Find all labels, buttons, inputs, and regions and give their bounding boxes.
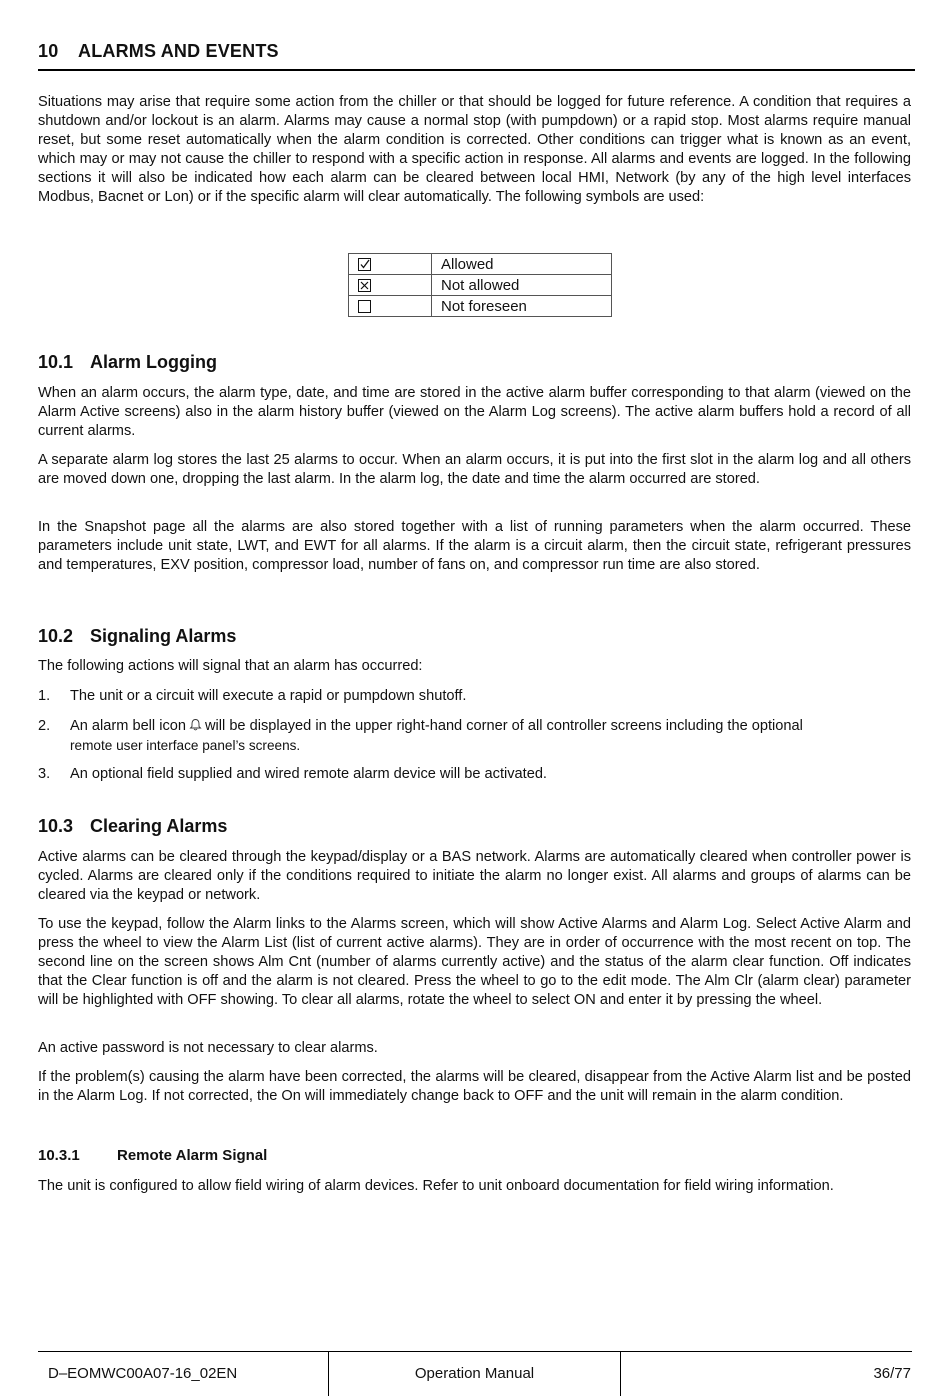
subsection-number: 10.2	[38, 626, 74, 646]
symbol-row	[349, 275, 612, 296]
subsection-heading-clearing-alarms	[38, 816, 227, 837]
subsection-number: 10.1	[38, 352, 74, 372]
symbol-label: Not foreseen	[432, 296, 612, 317]
subsection-title: Clearing Alarms	[90, 816, 228, 836]
checkbox-checked-icon	[358, 258, 371, 271]
paragraph: The following actions will signal that an alarm has occurred:	[38, 658, 423, 674]
subsubsection-title: Remote Alarm Signal	[117, 1147, 268, 1164]
list-item	[38, 717, 911, 756]
list-number: 2.	[38, 718, 51, 734]
document-title: Operation Manual	[328, 1352, 621, 1396]
symbol-row	[349, 296, 612, 317]
document-code: D–EOMWC00A07-16_02EN	[48, 1365, 238, 1382]
section-title: ALARMS AND EVENTS	[78, 41, 279, 61]
list-text: The unit or a circuit will execute a rapid or pumpdown shutoff.	[70, 688, 467, 704]
symbol-label: Allowed	[432, 254, 612, 275]
list-text-part: remote user interface panel’s screens.	[70, 737, 301, 753]
list-text-part: An alarm bell icon	[70, 718, 186, 734]
paragraph: In the Snapshot page all the alarms are also stored together with a list of running parameters when the alarm occurred. These parameters include unit state, LWT, and EWT for all alarms. If the alarm is a circuit alarm, then the circuit state, refrigerant pressures and temperatures, EXV position, compressor load, number of fans on, and compressor run time are also stored.	[38, 519, 911, 573]
paragraph: To use the keypad, follow the Alarm links to the Alarms screen, which will show Active Alarms and Alarm Log. Select Active Alarm and press the wheel to view the Alarm List (list of current active alarms). They are in order of occurrence with the most recent on top. The second line on the screen shows Alm Cnt (number of alarms currently active) and the status of the alarm clear function. Off indicates that the Clear function is off and the alarm is not cleared. Press the wheel to go to the edit mode. The Alm Clr (alarm clear) parameter will be highlighted with OFF showing. To clear all alarms, rotate the wheel to select ON and enter it by pressing the wheel.	[38, 916, 911, 1008]
list-number: 3.	[38, 766, 51, 782]
section-number: 10	[38, 41, 59, 61]
paragraph: A separate alarm log stores the last 25 alarms to occur. When an alarm occurs, it is put into the first slot in the alarm log and all others are moved down one, dropping the last alarm. In the alarm log, the date and time the alarm occurred are stored.	[38, 452, 911, 487]
page-number: 36/77	[873, 1365, 911, 1382]
subsection-title: Signaling Alarms	[90, 626, 237, 646]
paragraph: When an alarm occurs, the alarm type, date, and time are stored in the active alarm buffer corresponding to that alarm (viewed on the Alarm Active screens) also in the alarm history buffer (viewed on the Alarm Log screens). The active alarm buffers hold a record of all current alarms.	[38, 385, 911, 439]
subsubsection-heading-remote-alarm-signal	[38, 1147, 267, 1164]
paragraph: Active alarms can be cleared through the keypad/display or a BAS network. Alarms are automatically cleared when controller power is cycled. Alarms are cleared only if the conditions required to initiate the alarm no longer exist. All alarms and groups of alarms can be cleared via the keypad or network.	[38, 849, 911, 903]
list-item	[38, 765, 911, 784]
subsection-number: 10.3	[38, 816, 74, 836]
checkbox-empty-icon	[358, 300, 371, 313]
list-item	[38, 687, 911, 706]
symbols-table	[348, 253, 612, 317]
subsection-heading-alarm-logging	[38, 352, 217, 373]
paragraph: The unit is configured to allow field wiring of alarm devices. Refer to unit onboard documentation for field wiring information.	[38, 1178, 834, 1194]
checkbox-crossed-icon	[358, 279, 371, 292]
paragraph: If the problem(s) causing the alarm have been corrected, the alarms will be cleared, disappear from the Active Alarm list and be posted in the Alarm Log. If not corrected, the On will immediately change back to OFF and the unit will remain in the alarm condition.	[38, 1069, 911, 1104]
symbol-row	[349, 254, 612, 275]
list-text-part: will be displayed in the upper right-hand corner of all controller screens including the optional	[205, 718, 803, 734]
section-heading	[38, 41, 915, 71]
list-text	[70, 717, 911, 756]
subsection-title: Alarm Logging	[90, 352, 217, 372]
symbol-label: Not allowed	[432, 275, 612, 296]
alarm-bell-icon	[189, 718, 202, 737]
intro-paragraph: Situations may arise that require some action from the chiller or that should be logged for future reference. A condition that requires a shutdown and/or lockout is an alarm. Alarms may cause a normal stop (with pumpdown) or a rapid stop. Most alarms require manual reset, but some reset automatically when the alarm condition is corrected. Other conditions can trigger what is known as an event, which may or may not cause the chiller to respond with a specific action in response. All alarms and events are logged. In the following sections it will also be indicated how each alarm can be cleared between local HMI, Network (by any of the high level interfaces Modbus, Bacnet or Lon) or if the specific alarm will clear automatically. The following symbols are used:	[38, 94, 911, 205]
list-text: An optional field supplied and wired remote alarm device will be activated.	[70, 766, 547, 782]
page-footer	[38, 1351, 912, 1396]
subsubsection-number: 10.3.1	[38, 1147, 80, 1164]
list-number: 1.	[38, 688, 51, 704]
subsection-heading-signaling-alarms	[38, 626, 236, 647]
paragraph: An active password is not necessary to clear alarms.	[38, 1040, 378, 1056]
